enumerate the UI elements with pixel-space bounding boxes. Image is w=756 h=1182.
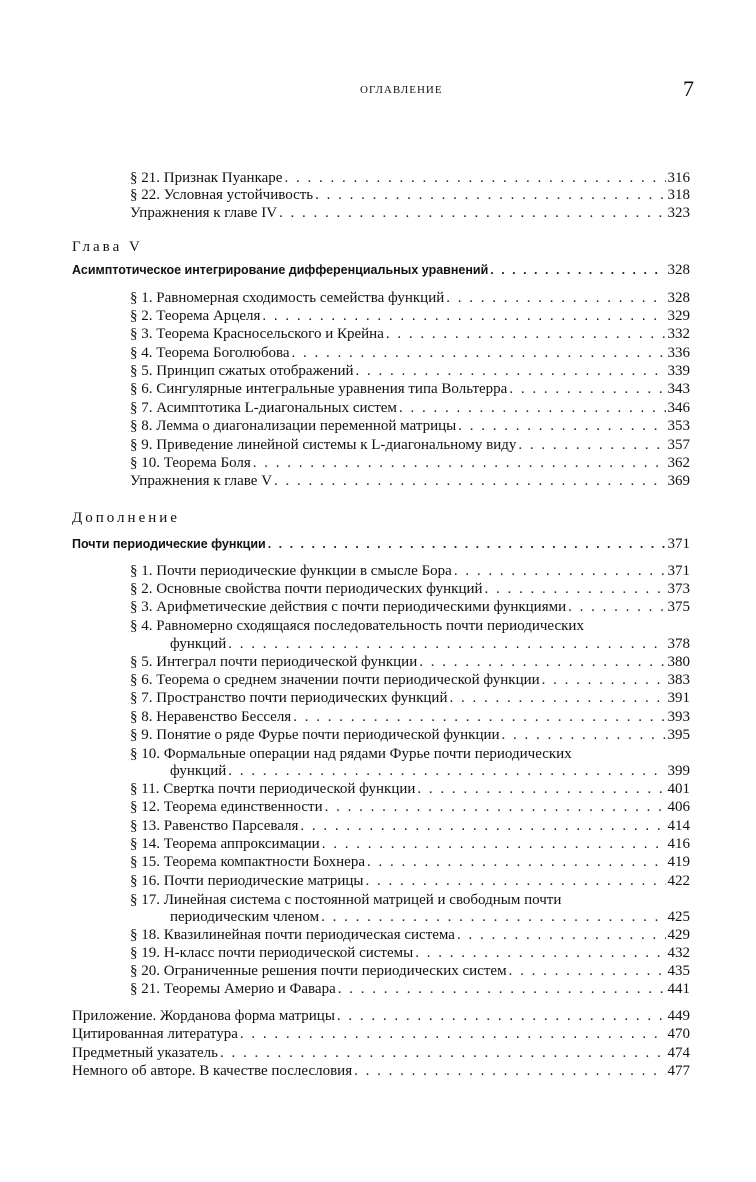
dot-leader (292, 345, 666, 362)
toc-entry-title: периодическим членом (170, 909, 320, 925)
toc-entry[interactable] (130, 799, 690, 817)
toc-entry-page: 371 (667, 563, 690, 579)
toc-entry-page: 395 (667, 727, 690, 743)
toc-entry-title: § 9. Приведение линейной системы к L-диагональному виду (130, 437, 517, 453)
toc-entry-page: 414 (667, 818, 690, 834)
toc-entry[interactable] (72, 1045, 690, 1063)
toc-entry-page: 318 (667, 187, 690, 203)
toc-entry[interactable] (130, 345, 690, 363)
dot-leader (417, 781, 665, 798)
toc-entry-title: Упражнения к главе V (130, 473, 273, 489)
dot-leader (490, 262, 665, 279)
toc-entry-page: 357 (667, 437, 690, 453)
dot-leader (386, 326, 666, 343)
toc-entry-page: 343 (667, 381, 690, 397)
toc-entry-page: 406 (667, 799, 690, 815)
dot-leader (220, 1045, 666, 1062)
toc-entry-title: § 1. Почти периодические функции в смысле Бора (130, 563, 452, 579)
dot-leader (509, 963, 666, 980)
dot-leader (228, 636, 665, 653)
dot-leader (337, 1008, 666, 1025)
toc-entry-title: § 4. Теорема Боголюбова (130, 345, 290, 361)
toc-entry-title: Почти периодические функции (72, 537, 266, 551)
toc-entry-title: § 22. Условная устойчивость (130, 187, 314, 203)
toc-entry-title: § 18. Квазилинейная почти периодическая система (130, 927, 455, 943)
toc-entry[interactable] (130, 326, 690, 344)
toc-entry-page: 369 (667, 473, 690, 489)
toc-entry-page: 346 (667, 400, 690, 416)
toc-entry-page: 477 (667, 1063, 690, 1079)
toc-entry[interactable] (130, 727, 690, 745)
toc-entry-title: § 14. Теорема аппроксимации (130, 836, 320, 852)
dot-leader (268, 536, 666, 553)
chapter-title-row[interactable] (72, 536, 690, 554)
toc-entry-page: 339 (667, 363, 690, 379)
dot-leader (253, 455, 666, 472)
dot-leader (293, 709, 665, 726)
toc-entry-title: § 3. Арифметические действия с почти периодическими функциями (130, 599, 567, 615)
toc-entry[interactable] (130, 781, 690, 799)
dot-leader (322, 836, 666, 853)
toc-entry-title: § 20. Ограниченные решения почти периодических систем (130, 963, 507, 979)
toc-entry-title: Упражнения к главе IV (130, 205, 278, 221)
toc-entry[interactable] (130, 963, 690, 981)
toc-entry-title: § 7. Пространство почти периодических функций (130, 690, 448, 706)
toc-entry-page: 383 (667, 672, 690, 688)
toc-entry[interactable] (170, 636, 690, 654)
toc-entry-page: 441 (667, 981, 690, 997)
toc-entry[interactable] (130, 290, 690, 308)
page-number: 7 (683, 76, 694, 101)
dot-leader (367, 854, 666, 871)
dot-leader (415, 945, 665, 962)
toc-entry-title: § 11. Свертка почти периодической функции (130, 781, 416, 797)
toc-entry-title: § 10. Теорема Боля (130, 455, 251, 471)
dot-leader (449, 690, 665, 707)
dot-leader (274, 473, 665, 490)
dot-leader (354, 1063, 665, 1080)
dot-leader (325, 799, 666, 816)
toc-entry-title: § 2. Теорема Арцеля (130, 308, 261, 324)
toc-entry[interactable] (130, 981, 690, 999)
toc-entry-page: 393 (667, 709, 690, 725)
toc-entry-page: 371 (667, 536, 690, 552)
dot-leader (458, 418, 665, 435)
toc-entry-page: 373 (667, 581, 690, 597)
toc-entry-page: 323 (667, 205, 690, 221)
toc-entry-page: 422 (667, 873, 690, 889)
toc-entry[interactable] (130, 563, 690, 581)
toc-entry-page: 328 (667, 262, 690, 278)
dot-leader (338, 981, 666, 998)
dot-leader (279, 205, 665, 222)
dot-leader (502, 727, 666, 744)
toc-entry-title: Приложение. Жорданова форма матрицы (72, 1008, 335, 1024)
toc-entry[interactable] (130, 709, 690, 727)
dot-leader (366, 873, 666, 890)
toc-entry-page: 449 (667, 1008, 690, 1024)
toc-entry-page: 316 (667, 170, 690, 186)
toc-entry-title: § 15. Теорема компактности Бохнера (130, 854, 365, 870)
dot-leader (542, 672, 666, 689)
toc-entry[interactable] (130, 854, 690, 872)
toc-entry-continued: § 10. Формальные операции над рядами Фурье почти периодических (130, 746, 572, 762)
toc-entry-page: 435 (667, 963, 690, 979)
dot-leader (321, 909, 665, 926)
toc-entry-title: § 3. Теорема Красносельского и Крейна (130, 326, 384, 342)
toc-entry-title: § 13. Равенство Парсеваля (130, 818, 299, 834)
toc-entry[interactable] (130, 170, 690, 188)
dot-leader (457, 927, 666, 944)
toc-entry[interactable] (170, 763, 690, 781)
toc-entry[interactable] (130, 473, 690, 491)
toc-entry-title: Цитированная литература (72, 1026, 238, 1042)
toc-entry[interactable] (130, 418, 690, 436)
toc-entry-page: 375 (667, 599, 690, 615)
toc-entry[interactable] (130, 836, 690, 854)
toc-entry-page: 432 (667, 945, 690, 961)
toc-entry-title: § 16. Почти периодические матрицы (130, 873, 364, 889)
toc-entry-page: 380 (667, 654, 690, 670)
dot-leader (446, 290, 665, 307)
toc-entry-title: Немного об авторе. В качестве послесловия (72, 1063, 353, 1079)
toc-entry-title: § 21. Теоремы Америо и Фавара (130, 981, 336, 997)
toc-entry-title: функций (170, 636, 227, 652)
toc-entry[interactable] (72, 1063, 690, 1081)
toc-entry[interactable] (130, 945, 690, 963)
toc-entry[interactable] (72, 1026, 690, 1044)
toc-entry[interactable] (130, 437, 690, 455)
dot-leader (509, 381, 665, 398)
toc-entry-title: § 21. Признак Пуанкаре (130, 170, 283, 186)
toc-entry-title: § 19. H-класс почти периодической системы (130, 945, 414, 961)
toc-entry-page: 353 (667, 418, 690, 434)
toc-entry-title: функций (170, 763, 227, 779)
toc-entry[interactable] (130, 455, 690, 473)
dot-leader (454, 563, 666, 580)
toc-entry-title: § 8. Лемма о диагонализации переменной матрицы (130, 418, 457, 434)
toc-entry-page: 470 (667, 1026, 690, 1042)
toc-entry[interactable] (72, 1008, 690, 1026)
toc-entry-page: 416 (667, 836, 690, 852)
toc-entry-title: § 9. Понятие о ряде Фурье почти периодической функции (130, 727, 500, 743)
toc-entry-page: 425 (667, 909, 690, 925)
toc-entry[interactable] (130, 654, 690, 672)
toc-entry[interactable] (130, 381, 690, 399)
toc-entry-continued: § 17. Линейная система с постоянной матрицей и свободным почти (130, 892, 562, 908)
dot-leader (399, 400, 666, 417)
toc-entry-page: 429 (667, 927, 690, 943)
toc-entry-page: 336 (667, 345, 690, 361)
part-heading: Глава V (72, 239, 143, 255)
toc-entry-title: § 1. Равномерная сходимость семейства функций (130, 290, 445, 306)
dot-leader (262, 308, 665, 325)
toc-entry-continued: § 4. Равномерно сходящаяся последовательность почти периодических (130, 618, 584, 634)
toc-entry[interactable] (130, 205, 690, 223)
toc-entry-title: § 12. Теорема единственности (130, 799, 323, 815)
toc-entry-page: 401 (667, 781, 690, 797)
toc-entry[interactable] (130, 690, 690, 708)
toc-entry-title: § 7. Асимптотика L-диагональных систем (130, 400, 397, 416)
toc-entry-page: 474 (667, 1045, 690, 1061)
toc-entry-title: § 5. Интеграл почти периодической функции (130, 654, 418, 670)
dot-leader (284, 170, 665, 187)
toc-entry[interactable] (130, 581, 690, 599)
dot-leader (568, 599, 665, 616)
dot-leader (315, 187, 665, 204)
toc-entry[interactable] (130, 927, 690, 945)
toc-entry-title: Предметный указатель (72, 1045, 218, 1061)
toc-entry[interactable] (130, 599, 690, 617)
running-header: ОГЛАВЛЕНИЕ (360, 84, 443, 96)
toc-entry-page: 328 (667, 290, 690, 306)
toc-entry-title: § 6. Теорема о среднем значении почти периодической функции (130, 672, 540, 688)
toc-entry[interactable] (130, 400, 690, 418)
toc-entry-title: § 2. Основные свойства почти периодических функций (130, 581, 483, 597)
toc-entry[interactable] (130, 363, 690, 381)
dot-leader (485, 581, 666, 598)
toc-entry-page: 332 (667, 326, 690, 342)
dot-leader (518, 437, 665, 454)
chapter-title-row[interactable] (72, 262, 690, 280)
dot-leader (240, 1026, 666, 1043)
toc-entry-page: 329 (667, 308, 690, 324)
toc-entry-title: § 8. Неравенство Бесселя (130, 709, 292, 725)
toc-entry[interactable] (130, 187, 690, 205)
toc-entry-title: § 5. Принцип сжатых отображений (130, 363, 354, 379)
toc-entry-page: 419 (667, 854, 690, 870)
dot-leader (228, 763, 665, 780)
toc-entry[interactable] (130, 308, 690, 326)
toc-entry[interactable] (130, 672, 690, 690)
toc-entry-title: Асимптотическое интегрирование дифференциальных уравнений (72, 263, 489, 277)
dot-leader (300, 818, 665, 835)
toc-entry[interactable] (130, 818, 690, 836)
toc-entry-page: 391 (667, 690, 690, 706)
dot-leader (356, 363, 666, 380)
toc-entry[interactable] (130, 873, 690, 891)
toc-entry-page: 399 (667, 763, 690, 779)
toc-entry-page: 362 (667, 455, 690, 471)
toc-entry-page: 378 (667, 636, 690, 652)
dot-leader (419, 654, 665, 671)
toc-entry-title: § 6. Сингулярные интегральные уравнения типа Вольтерра (130, 381, 508, 397)
toc-entry[interactable] (170, 909, 690, 927)
part-heading: Дополнение (72, 510, 180, 526)
